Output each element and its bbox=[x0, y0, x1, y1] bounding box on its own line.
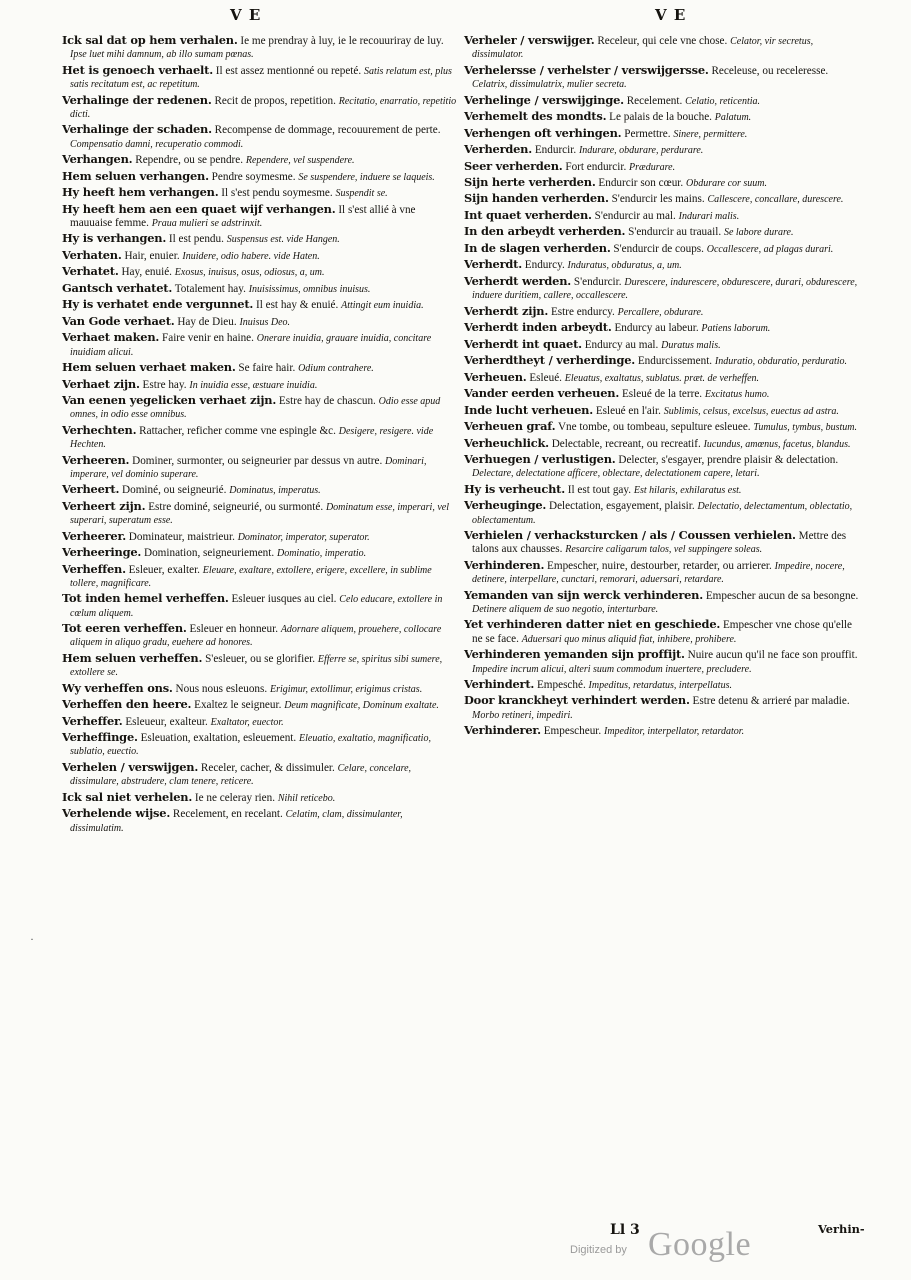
entry-headword: Verheffinge. bbox=[62, 730, 138, 745]
entry-french: Esleué de la terre. bbox=[621, 388, 703, 401]
google-watermark-logo: Google bbox=[648, 1226, 752, 1263]
entry-latin: Inuisus Deo. bbox=[239, 316, 291, 328]
entry-latin: Excitatus humo. bbox=[704, 389, 770, 401]
dictionary-entry bbox=[464, 354, 864, 368]
entry-headword: Verhengen oft verhingen. bbox=[464, 125, 622, 140]
entry-headword: Verhatet. bbox=[62, 264, 119, 279]
entry-headword: Wy verheffen ons. bbox=[62, 680, 173, 695]
entry-headword: Verhelersse / verhelster / verswijgersse. bbox=[464, 62, 709, 77]
entry-headword: Verhinderen yemanden sijn proffijt. bbox=[464, 647, 685, 662]
entry-headword: Hy is verhatet ende vergunnet. bbox=[62, 297, 254, 312]
watermark-digitized: Digitized by bbox=[570, 1244, 627, 1256]
entry-french: Permettre. bbox=[624, 127, 671, 140]
entry-french: Rattacher, reficher comme vne espingle &c. bbox=[139, 424, 336, 437]
entry-latin: Exosus, inuisus, osus, odiosus, a, um. bbox=[174, 267, 325, 279]
entry-latin: Adornare aliquem, prouehere, collocare aliquem in aliquo gradu, euehere ad honores. bbox=[70, 624, 442, 649]
dictionary-entry bbox=[464, 225, 864, 239]
entry-french: Recit de propos, repetition. bbox=[214, 94, 336, 107]
dictionary-entry bbox=[464, 176, 864, 190]
entry-latin: Odium contrahere. bbox=[298, 363, 374, 375]
entry-headword: Yemanden van sijn werck verhinderen. bbox=[464, 587, 704, 602]
right-column bbox=[464, 34, 864, 741]
dictionary-entry bbox=[62, 331, 458, 359]
dictionary-entry bbox=[464, 618, 864, 646]
dictionary-entry bbox=[464, 192, 864, 206]
dictionary-entry bbox=[464, 648, 864, 676]
entry-headword: Tot eeren verheffen. bbox=[62, 621, 187, 636]
entry-latin: Prædurare. bbox=[629, 161, 676, 173]
entry-french: Endurcir son cœur. bbox=[598, 176, 684, 189]
entry-latin: Se labore durare. bbox=[723, 227, 794, 239]
entry-french: Esleuer, exalter. bbox=[128, 563, 200, 576]
entry-french: Il est pendu. bbox=[168, 233, 224, 246]
entry-french: Endurcy. bbox=[524, 259, 565, 272]
dictionary-entry bbox=[62, 715, 458, 729]
entry-headword: Van eenen yegelicken verhaet zijn. bbox=[62, 393, 277, 408]
entry-french: Il s'est pendu soymesme. bbox=[221, 187, 333, 200]
entry-latin: Deum magnificate, Dominum exaltate. bbox=[284, 700, 439, 712]
entry-headword: Verheuchlick. bbox=[464, 435, 549, 450]
entry-headword: Verheuen. bbox=[464, 369, 527, 384]
entry-headword: Verheffen den heere. bbox=[62, 697, 192, 712]
entry-latin: Induratio, obduratio, perduratio. bbox=[714, 356, 848, 368]
entry-french: Esleuer iusques au ciel. bbox=[231, 593, 337, 606]
entry-latin: Inuidere, odio habere. vide Haten. bbox=[182, 250, 320, 262]
entry-french: Nous nous esleuons. bbox=[175, 682, 268, 695]
entry-latin: Indurare, obdurare, perdurare. bbox=[578, 145, 704, 157]
entry-latin: Patiens laborum. bbox=[701, 323, 771, 335]
entry-french: S'endurcir au mal. bbox=[594, 209, 676, 222]
entry-headword: Verherdt inden arbeydt. bbox=[464, 320, 612, 335]
entry-headword: Hem seluen verhaet maken. bbox=[62, 360, 236, 375]
dictionary-entry bbox=[464, 110, 864, 124]
entry-french: Il est assez mentionné ou repeté. bbox=[215, 64, 362, 77]
entry-latin: Celatrix, dissimulatrix, mulier secreta. bbox=[472, 79, 627, 91]
dictionary-entry bbox=[62, 170, 458, 184]
entry-french: Exaltez le seigneur. bbox=[194, 699, 282, 712]
entry-headword: In de slagen verherden. bbox=[464, 240, 611, 255]
dictionary-entry bbox=[464, 678, 864, 692]
dictionary-entry bbox=[62, 34, 458, 62]
entry-french: Pendre soymesme. bbox=[211, 170, 296, 183]
entry-french: Fort endurcir. bbox=[565, 160, 627, 173]
dictionary-entry bbox=[464, 321, 864, 335]
entry-headword: Verhalinge der schaden. bbox=[62, 122, 212, 137]
entry-headword: Hem seluen verhangen. bbox=[62, 168, 209, 183]
entry-headword: Verheffer. bbox=[62, 713, 123, 728]
entry-headword: Verherdt int quaet. bbox=[464, 336, 582, 351]
entry-headword: Hem seluen verheffen. bbox=[62, 650, 203, 665]
dictionary-entry bbox=[62, 454, 458, 482]
entry-headword: Verhuegen / verlustigen. bbox=[464, 452, 616, 467]
dictionary-entry bbox=[464, 242, 864, 256]
entry-latin: Palatum. bbox=[714, 112, 752, 124]
entry-headword: Verheeren. bbox=[62, 452, 130, 467]
entry-latin: Praua mulieri se adstrinxit. bbox=[151, 217, 263, 229]
entry-headword: Hy is verhangen. bbox=[62, 231, 167, 246]
entry-headword: Hy is verheucht. bbox=[464, 481, 565, 496]
entry-latin: Attingit eum inuidia. bbox=[341, 300, 424, 312]
entry-headword: Verheler / verswijger. bbox=[464, 33, 595, 47]
entry-french: Esleuation, exaltation, esleuement. bbox=[140, 732, 297, 745]
entry-latin: Durescere, indurescere, obdurescere, durari, obdurescere, induere duritiem, callere, occallescere. bbox=[472, 276, 858, 302]
left-column bbox=[62, 34, 458, 837]
margin-mark: · bbox=[30, 932, 34, 946]
entry-french: Endurcy au labeur. bbox=[614, 322, 699, 335]
dictionary-entry bbox=[464, 694, 864, 722]
entry-french: Delectable, recreant, ou recreatif. bbox=[551, 437, 701, 450]
dictionary-entry bbox=[464, 387, 864, 401]
entry-headword: Verherdtheyt / verherdinge. bbox=[464, 353, 636, 368]
entry-latin: Impeditus, retardatus, interpellatus. bbox=[588, 679, 732, 691]
dictionary-entry bbox=[62, 265, 458, 279]
entry-latin: Percallere, obdurare. bbox=[617, 306, 704, 318]
entry-french: Il est hay & enuié. bbox=[255, 299, 339, 312]
entry-french: Rependre, ou se pendre. bbox=[135, 154, 244, 167]
dictionary-entry bbox=[464, 258, 864, 272]
entry-latin: Est hilaris, exhilaratus est. bbox=[633, 484, 742, 496]
entry-french: Nuire aucun qu'il ne face son prouffit. bbox=[687, 649, 858, 662]
entry-headword: Verhelinge / verswijginge. bbox=[464, 92, 624, 107]
entry-french: Endurcir. bbox=[534, 144, 577, 157]
entry-headword: Ick sal niet verhelen. bbox=[62, 789, 193, 804]
entry-headword: Verhelen / verswijgen. bbox=[62, 759, 199, 774]
entry-latin: Aduersari quo minus aliquid fiat, inhibere, prohibere. bbox=[521, 633, 737, 645]
entry-headword: Ick sal dat op hem verhalen. bbox=[62, 33, 238, 47]
entry-headword: Yet verhinderen datter niet en geschiede. bbox=[464, 617, 721, 632]
entry-french: Esleué. bbox=[529, 371, 562, 384]
dictionary-entry bbox=[62, 249, 458, 263]
entry-headword: Verhemelt des mondts. bbox=[464, 109, 607, 124]
dictionary-entry bbox=[62, 592, 458, 620]
entry-latin: Callescere, concallare, durescere. bbox=[707, 194, 844, 206]
dictionary-entry bbox=[464, 724, 864, 738]
entry-french: Endurcy au mal. bbox=[584, 338, 659, 351]
entry-latin: Desigere, resigere. vide Hechten. bbox=[70, 425, 434, 451]
entry-french: Hay de Dieu. bbox=[177, 315, 237, 328]
entry-latin: Obdurare cor suum. bbox=[686, 177, 768, 189]
entry-latin: Dominator, imperator, superator. bbox=[237, 531, 370, 543]
dictionary-entry bbox=[464, 94, 864, 108]
entry-french: Recelement, en recelant. bbox=[172, 808, 283, 821]
entry-headword: Verherdt werden. bbox=[464, 273, 572, 288]
entry-french: Totalement hay. bbox=[174, 282, 246, 295]
entry-french: Empescher vne chose qu'elle ne se face. bbox=[472, 619, 853, 645]
entry-latin: Efferre se, spiritus sibi sumere, extollere se. bbox=[70, 653, 443, 679]
entry-headword: In den arbeydt verherden. bbox=[464, 224, 626, 239]
dictionary-entry bbox=[62, 652, 458, 680]
entry-latin: Onerare inuidia, grauare inuidia, concitare inuidiam alicui. bbox=[70, 333, 432, 358]
entry-latin: Impedire incrum alicui, alteri suum commodum inuertere, precludere. bbox=[472, 663, 752, 675]
entry-headword: Verhelende wijse. bbox=[62, 806, 171, 821]
entry-french: Faire venir en haine. bbox=[162, 332, 254, 345]
entry-french: Empescheur. bbox=[543, 725, 602, 738]
dictionary-entry bbox=[62, 546, 458, 560]
dictionary-entry bbox=[62, 153, 458, 167]
entry-latin: Dominatio, imperatio. bbox=[276, 548, 367, 560]
entry-french: Mettre des talons aux chausses. bbox=[472, 530, 847, 556]
entry-headword: Verheffen. bbox=[62, 561, 126, 576]
dictionary-entry bbox=[62, 682, 458, 696]
entry-french: Endurcissement. bbox=[637, 355, 713, 368]
entry-french: Ie ne celeray rien. bbox=[194, 791, 276, 804]
dictionary-entry bbox=[464, 338, 864, 352]
entry-headword: Verhalinge der redenen. bbox=[62, 92, 212, 107]
entry-french: Il est tout gay. bbox=[567, 483, 632, 496]
dictionary-entry bbox=[62, 64, 458, 92]
dictionary-entry bbox=[464, 529, 864, 557]
entry-latin: Suspensus est. vide Hangen. bbox=[226, 234, 340, 246]
dictionary-entry bbox=[62, 563, 458, 591]
dictionary-entry bbox=[464, 559, 864, 587]
entry-latin: Sinere, permittere. bbox=[673, 128, 748, 140]
entry-french: Estre hay. bbox=[142, 378, 187, 391]
running-head-right: V E bbox=[655, 6, 687, 24]
entry-headword: Hy heeft hem verhangen. bbox=[62, 185, 219, 200]
entry-french: Ie me prendray à luy, ie le recouuriray de luy. bbox=[240, 35, 444, 47]
dictionary-entry bbox=[464, 371, 864, 385]
dictionary-entry bbox=[62, 394, 458, 422]
entry-headword: Door kranckheyt verhindert werden. bbox=[464, 693, 690, 708]
entry-latin: Eleuare, exaltare, extollere, erigere, excellere, in sublime tollere, magnificare. bbox=[70, 564, 432, 589]
entry-latin: Celo educare, extollere in cœlum aliquem. bbox=[70, 594, 443, 619]
entry-headword: Int quaet verherden. bbox=[464, 207, 592, 222]
entry-french: Dominateur, maistrieur. bbox=[128, 530, 235, 543]
dictionary-entry bbox=[464, 499, 864, 527]
dictionary-entry bbox=[464, 127, 864, 141]
entry-french: Estre hay de chascun. bbox=[278, 395, 376, 408]
entry-latin: Nihil reticebo. bbox=[277, 792, 336, 804]
dictionary-entry bbox=[464, 420, 864, 434]
entry-latin: Celator, vir secretus, dissimulator. bbox=[472, 36, 814, 61]
entry-headword: Verheeringe. bbox=[62, 545, 142, 560]
dictionary-entry bbox=[464, 305, 864, 319]
entry-latin: Sublimis, celsus, excelsus, euectus ad astra. bbox=[663, 405, 839, 417]
entry-latin: Impeditor, interpellator, retardator. bbox=[604, 726, 745, 738]
entry-latin: Eleuatio, exaltatio, magnificatio, sublatio, euectio. bbox=[70, 733, 431, 758]
entry-latin: Celatio, reticentia. bbox=[685, 95, 761, 107]
entry-french: Domination, seigneuriement. bbox=[144, 547, 275, 560]
entry-headword: Sijn handen verherden. bbox=[464, 191, 609, 206]
entry-headword: Verhaten. bbox=[62, 247, 122, 262]
entry-headword: Van Gode verhaet. bbox=[62, 313, 175, 328]
entry-latin: Detinere aliquem de suo negotio, interturbare. bbox=[472, 603, 659, 615]
entry-headword: Het is genoech verhaelt. bbox=[62, 62, 213, 77]
dictionary-entry bbox=[62, 807, 458, 835]
dictionary-entry bbox=[464, 64, 864, 92]
entry-headword: Verhaet maken. bbox=[62, 330, 160, 345]
entry-french: S'esleuer, ou se glorifier. bbox=[205, 652, 316, 665]
catchword: Verhin- bbox=[818, 1222, 865, 1236]
entry-headword: Gantsch verhatet. bbox=[62, 280, 173, 295]
entry-latin: Iucundus, amœnus, facetus, blandus. bbox=[703, 438, 851, 450]
entry-latin: Satis relatum est, plus satis recitatum est, ac repetitum. bbox=[70, 65, 452, 91]
dictionary-entry bbox=[62, 282, 458, 296]
dictionary-entry bbox=[464, 160, 864, 174]
entry-headword: Verhindert. bbox=[464, 676, 535, 691]
entry-headword: Verhinderer. bbox=[464, 723, 541, 738]
entry-latin: Dominatum esse, imperari, vel superari, superatum esse. bbox=[70, 501, 449, 527]
entry-french: Empesché. bbox=[536, 678, 586, 691]
entry-french: Vne tombe, ou tombeau, sepulture esleuee. bbox=[557, 421, 751, 434]
dictionary-entry bbox=[62, 761, 458, 789]
dictionary-entry bbox=[62, 94, 458, 122]
entry-headword: Tot inden hemel verheffen. bbox=[62, 591, 229, 606]
entry-latin: Se suspendere, induere se laqueis. bbox=[298, 171, 435, 183]
entry-french: Se faire hair. bbox=[238, 362, 296, 375]
dictionary-entry bbox=[62, 123, 458, 151]
dictionary-entry bbox=[464, 143, 864, 157]
entry-french: Esleué en l'air. bbox=[595, 404, 661, 417]
entry-headword: Verherdt. bbox=[464, 257, 522, 272]
entry-headword: Verheuginge. bbox=[464, 498, 547, 513]
dictionary-entry bbox=[464, 404, 864, 418]
dictionary-entry bbox=[464, 275, 864, 303]
entry-french: S'endurcir au trauail. bbox=[628, 226, 722, 239]
dictionary-entry bbox=[62, 530, 458, 544]
dictionary-entry bbox=[62, 378, 458, 392]
entry-latin: Celare, concelare, dissimulare, abstrudere, clam tenere, reticere. bbox=[70, 762, 412, 788]
entry-latin: Duratus malis. bbox=[661, 339, 721, 351]
entry-french: Dominer, surmonter, ou seigneurier par dessus vn autre. bbox=[132, 454, 383, 467]
entry-headword: Hy heeft hem aen een quaet wijf verhangen. bbox=[62, 201, 336, 216]
entry-headword: Sijn herte verherden. bbox=[464, 174, 596, 189]
entry-latin: Celatim, clam, dissimulanter, dissimulatim. bbox=[70, 809, 403, 834]
entry-french: Hair, enuier. bbox=[124, 249, 180, 262]
entry-latin: Dominari, imperare, vel dominio superare. bbox=[70, 455, 427, 480]
entry-latin: Odio esse apud omnes, in odio esse omnibus. bbox=[70, 396, 441, 421]
entry-french: S'endurcir les mains. bbox=[611, 193, 705, 206]
entry-latin: Compensatio damni, recuperatio commodi. bbox=[70, 138, 244, 150]
entry-headword: Verhinderen. bbox=[464, 557, 545, 572]
entry-french: Recompense de dommage, recouurement de perte. bbox=[214, 124, 441, 137]
entry-headword: Inde lucht verheuen. bbox=[464, 402, 594, 417]
dictionary-entry bbox=[62, 791, 458, 805]
dictionary-entry bbox=[464, 437, 864, 451]
entry-french: S'endurcir. bbox=[573, 275, 622, 288]
dictionary-entry bbox=[62, 361, 458, 375]
entry-french: Empescher aucun de sa besongne. bbox=[705, 589, 859, 602]
entry-latin: Inuisissimus, omnibus inuisus. bbox=[248, 283, 371, 295]
dictionary-entry bbox=[62, 186, 458, 200]
entry-latin: In inuidia esse, æstuare inuidia. bbox=[189, 379, 318, 391]
dictionary-entry bbox=[62, 232, 458, 246]
entry-french: Recelement. bbox=[626, 94, 683, 107]
dictionary-entry bbox=[464, 589, 864, 617]
entry-latin: Delectatio, delectamentum, oblectatio, oblectamentum. bbox=[472, 501, 853, 526]
entry-headword: Verheert zijn. bbox=[62, 498, 146, 513]
entry-latin: Exaltator, euector. bbox=[210, 716, 284, 728]
entry-headword: Verheuen graf. bbox=[464, 419, 556, 434]
entry-latin: Tumulus, tymbus, bustum. bbox=[753, 422, 858, 434]
entry-latin: Resarcire caligarum talos, vel suppingere soleas. bbox=[565, 544, 763, 556]
signature-mark: Ll 3 bbox=[610, 1222, 640, 1238]
entry-french: Delecter, s'esgayer, prendre plaisir & delectation. bbox=[618, 454, 839, 467]
entry-french: Receler, cacher, & dissimuler. bbox=[200, 761, 335, 774]
entry-headword: Verhaet zijn. bbox=[62, 376, 140, 391]
entry-latin: Dominatus, imperatus. bbox=[229, 485, 321, 497]
entry-french: Receleur, qui cele vne chose. bbox=[597, 35, 728, 47]
entry-headword: Verhangen. bbox=[62, 152, 133, 167]
entry-headword: Verheerer. bbox=[62, 528, 126, 543]
entry-french: Le palais de la bouche. bbox=[609, 111, 712, 124]
entry-latin: Recitatio, enarratio, repetitio dicti. bbox=[70, 95, 457, 120]
dictionary-entry bbox=[62, 483, 458, 497]
entry-latin: Morbo retineri, impediri. bbox=[472, 709, 573, 721]
dictionary-entry bbox=[62, 731, 458, 759]
dictionary-entry bbox=[62, 424, 458, 452]
entry-french: Esleueur, exalteur. bbox=[125, 715, 208, 728]
entry-latin: Delectare, delectatione afficere, oblectare, delectationem capere, letari. bbox=[472, 468, 760, 480]
entry-french: Estre endurcy. bbox=[550, 305, 615, 318]
entry-french: Hay, enuié. bbox=[121, 266, 172, 279]
entry-french: Receleuse, ou receleresse. bbox=[711, 64, 829, 77]
entry-french: Estre dominé, seigneurié, ou surmonté. bbox=[148, 500, 324, 513]
entry-latin: Impedire, nocere, detinere, interpellare, cunctari, remorari, aduersari, retardare. bbox=[472, 560, 845, 586]
entry-french: Delectation, esgayement, plaisir. bbox=[549, 500, 695, 513]
entry-french: S'endurcir de coups. bbox=[613, 242, 704, 255]
entry-latin: Indurari malis. bbox=[678, 210, 740, 222]
dictionary-entry bbox=[464, 209, 864, 223]
dictionary-entry bbox=[62, 315, 458, 329]
entry-latin: Suspendit se. bbox=[335, 188, 388, 200]
entry-french: Il s'est allié à vne mauuaise femme. bbox=[70, 203, 416, 229]
entry-latin: Induratus, obduratus, a, um. bbox=[567, 260, 682, 272]
dictionary-entry bbox=[62, 203, 458, 231]
entry-french: Empescher, nuire, destourber, retarder, ou arrierer. bbox=[547, 559, 772, 572]
entry-headword: Seer verherden. bbox=[464, 158, 563, 173]
entry-latin: Eleuatus, exaltatus, sublatus. præt. de verheffen. bbox=[564, 372, 760, 384]
dictionary-entry bbox=[62, 698, 458, 712]
entry-french: Dominé, ou seigneurié. bbox=[122, 484, 227, 497]
entry-latin: Erigimur, extollimur, erigimus cristas. bbox=[269, 683, 423, 695]
entry-french: Esleuer en honneur. bbox=[189, 623, 279, 636]
dictionary-entry bbox=[464, 483, 864, 497]
dictionary-entry bbox=[62, 298, 458, 312]
entry-headword: Verhielen / verhacksturcken / als / Coussen verhielen. bbox=[464, 528, 796, 543]
entry-latin: Rependere, vel suspendere. bbox=[245, 155, 355, 167]
entry-headword: Verheert. bbox=[62, 482, 120, 497]
entry-latin: Ipse luet mihi damnum, ab illo sumam pœnas. bbox=[70, 49, 254, 61]
dictionary-entry bbox=[62, 500, 458, 528]
dictionary-entry bbox=[464, 34, 864, 62]
running-head-left: V E bbox=[230, 6, 262, 24]
dictionary-entry bbox=[62, 622, 458, 650]
entry-french: Estre detenu & arrieré par maladie. bbox=[692, 695, 850, 708]
dictionary-entry bbox=[464, 453, 864, 481]
entry-latin: Occallescere, ad plagas durari. bbox=[706, 243, 834, 255]
entry-headword: Verherden. bbox=[464, 142, 533, 157]
entry-headword: Vander eerden verheuen. bbox=[464, 386, 620, 401]
entry-headword: Verherdt zijn. bbox=[464, 303, 549, 318]
entry-headword: Verhechten. bbox=[62, 422, 137, 437]
